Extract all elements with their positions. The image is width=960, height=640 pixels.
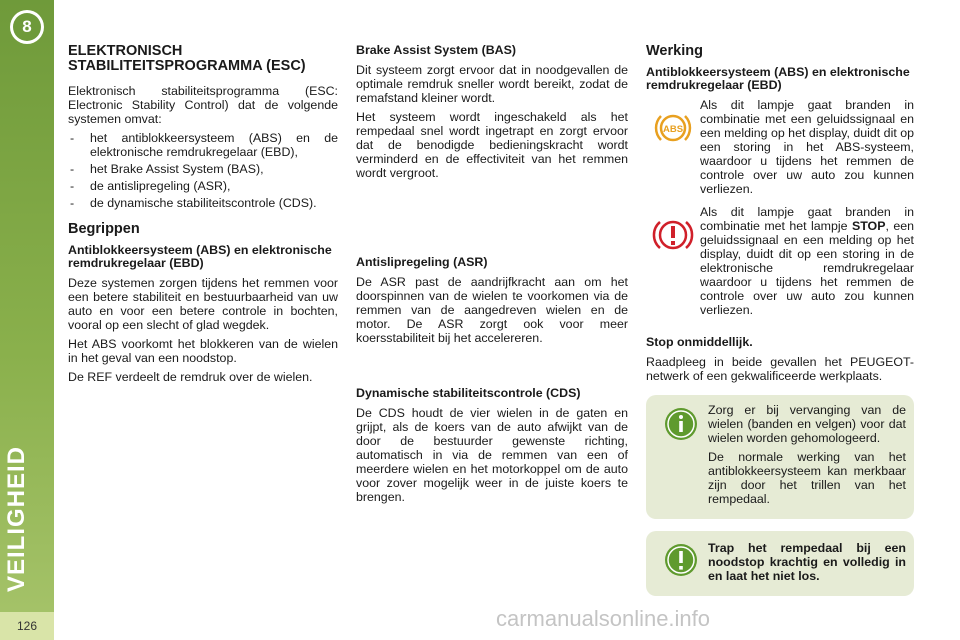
paragraph: Het ABS voorkomt het blokkeren van de wielen in het geval van een noodstop.	[68, 337, 338, 365]
warning-note-text: Trap het rempedaal bij een noodstop krachtig en volledig in en laat het niet los.	[708, 541, 906, 583]
column-left	[68, 40, 338, 389]
stop-title: Stop onmiddellijk.	[646, 335, 753, 349]
info-note-text: De normale werking van het antiblokkeersysteem kan merkbaar zijn door het trillen van het rempedaal.	[708, 450, 906, 506]
paragraph: Dit systeem zorgt ervoor dat in noodgevallen de optimale remdruk sneller wordt bereikt, zodat de remafstand kleiner wordt.	[356, 63, 628, 105]
subheading-bas: Brake Assist System (BAS)	[356, 43, 516, 57]
subheading-asr: Antislipregeling (ASR)	[356, 255, 488, 269]
ebd-warning-text	[700, 205, 914, 317]
column-right	[646, 40, 914, 596]
list-item: - het Brake Assist System (BAS),	[68, 162, 338, 176]
subheading-cds: Dynamische stabiliteitscontrole (CDS)	[356, 386, 581, 400]
chapter-sidebar: 8 VEILIGHEID 126	[0, 0, 54, 640]
column-middle	[356, 40, 628, 509]
info-note	[646, 395, 914, 519]
ebd-warning-block	[646, 205, 914, 322]
stop-advice: Raadpleeg in beide gevallen het PEUGEOT-netwerk of een gekwalificeerde werkplaats.	[646, 355, 914, 383]
warning-note	[646, 531, 914, 596]
info-icon	[654, 403, 708, 511]
page-number: 126	[0, 612, 54, 640]
list-item: - de dynamische stabiliteitscontrole (CDS).	[68, 196, 338, 210]
list-item: - het antiblokkeersysteem (ABS) en de elektronische remdrukregelaar (EBD),	[68, 131, 338, 159]
subheading-abs: Antiblokkeersysteem (ABS) en elektronische remdrukregelaar (EBD)	[68, 243, 332, 270]
list-item: - de antislipregeling (ASR),	[68, 179, 338, 193]
abs-warning-text: Als dit lampje gaat branden in combinatie met een geluidssignaal en een melding op het display, duidt dit op een storing in het ABS-systeem, waardoor u tijdens het remmen de controle over uw auto zou kunnen verliezen.	[700, 98, 914, 196]
info-note-text: Zorg er bij vervanging van de wielen (banden en velgen) voor dat wielen worden gehomologeerd.	[708, 403, 906, 445]
brake-warning-icon	[646, 205, 700, 322]
paragraph: De REF verdeelt de remdruk over de wielen.	[68, 370, 313, 384]
chapter-badge	[10, 10, 44, 44]
subheading-abs-werking: Antiblokkeersysteem (ABS) en elektronische remdrukregelaar (EBD)	[646, 65, 910, 92]
paragraph: De ASR past de aandrijfkracht aan om het doorspinnen van de wielen te voorkomen via de remmen van de aangedreven wielen en de motor. De ASR zorgt ook voor meer koersstabiliteit bij het accelereren.	[356, 275, 628, 345]
abs-warning-icon	[646, 98, 700, 201]
abs-warning-block	[646, 98, 914, 201]
ebd-text-part: , een geluidssignaal en een melding op het display, duidt dit op een storing in de elektronische remdrukregelaar waardoor u tijdens het remmen de controle over uw auto zou kunnen verliezen.	[700, 219, 914, 317]
intro-paragraph: Elektronisch stabiliteitsprogramma (ESC: Electronic Stability Control) dat de volgende systemen omvat:	[68, 84, 338, 126]
watermark: carmanualsonline.info	[496, 606, 711, 631]
warning-exclamation-icon	[654, 539, 708, 588]
ebd-text-part: Als dit lampje gaat branden in combinatie met het lampje	[700, 205, 914, 233]
paragraph: Deze systemen zorgen tijdens het remmen voor een betere stabiliteit en bestuurbaarheid van uw auto en voor een betere controle in bochten, vooral op een slecht of glad wegdek.	[68, 276, 338, 332]
section-heading-werking: Werking	[646, 43, 703, 59]
page-title: ELEKTRONISCH STABILITEITSPROGRAMMA (ESC)	[68, 43, 306, 74]
info-note-body	[708, 403, 906, 511]
stop-lamp-word: STOP	[851, 219, 886, 233]
abs-icon-label: ABS	[662, 124, 684, 135]
paragraph: Het systeem wordt ingeschakeld als het rempedaal snel wordt ingetrapt en zorgt ervoor dat de benodigde bedieningskracht wordt verminderd en de effectiviteit van het remmen wordt vergroot.	[356, 110, 628, 180]
section-heading-begrippen: Begrippen	[68, 221, 140, 237]
system-list	[68, 131, 338, 210]
paragraph: De CDS houdt de vier wielen in de gaten en grijpt, als de koers van de auto afwijkt van de door de bestuurder gewenste richting, automatisch in via de remmen van een of meerdere wielen en het motorkoppel om de auto voor zover mogelijk weer in de juiste koers te brengen.	[356, 406, 628, 504]
chapter-number: 8	[13, 13, 41, 41]
